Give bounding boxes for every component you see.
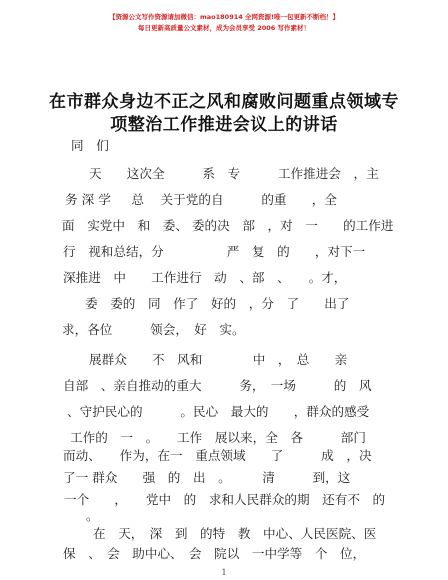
body-line: 。 [86, 508, 99, 523]
body-line: 务 深 学 总 关于党的自 的重 ，全 [65, 192, 337, 207]
body-line: 深推进 中 工作进行 动 、部 、 。才， [63, 270, 347, 285]
promo-banner-line-1: 【资源公文写作资源请加微信：mao180914 全网资源!唯一包更新不断档！】 [109, 13, 339, 21]
document-title-line-2: 项整治工作推进会议上的讲话 [110, 115, 338, 135]
body-line: 面 实党中 和 委、 委的决 部 ，对 一 的工作进 [62, 218, 394, 233]
page-number: 1 [221, 568, 227, 577]
body-line: 天 这次全 系 专 工作推进会 ，主 [89, 166, 379, 181]
body-line: 一个 ， 党中 的 求和人民群众的期 还有不 的 [64, 492, 386, 507]
body-line: 而动、 作为，在一 重点领域 了 成 ，决 [63, 448, 372, 463]
body-line: 展群众 不 风和 中 ， 总 亲 [89, 352, 348, 367]
body-line: 求，各位 领会， 好 实。 [62, 322, 245, 337]
body-line: 保 、 会 助中心、 会 院以 一中学等 个 位， [63, 546, 366, 561]
body-line: 在 天， 深 到 的特 教 中心、人民医院、医 [93, 526, 377, 541]
body-line: 、守护民心的 。民心 最大的 ，群众的感受 [67, 404, 370, 419]
document-title-line-1: 在市群众身边不正之风和腐败问题重点领域专 [49, 92, 399, 112]
salutation: 同 们 [71, 138, 109, 153]
body-line: 行 视和总结，分 严 复 的 ，对下一 [63, 244, 366, 259]
body-line: 委 委的 同 作了 好的 ，分 了 出了 [85, 296, 350, 311]
body-line: 自部 、亲自推动的重大 务， 一场 的 风 [63, 378, 372, 393]
body-line: 工作的 一 。 工作 展以来，全 各 部门 [70, 430, 366, 445]
promo-banner-line-2: 每日更新高质量公文素材，成为会员享受 2006 写作素材！ [137, 24, 311, 32]
body-line: 了一 群众 强 的 出 。 清 到，这 [63, 470, 351, 485]
